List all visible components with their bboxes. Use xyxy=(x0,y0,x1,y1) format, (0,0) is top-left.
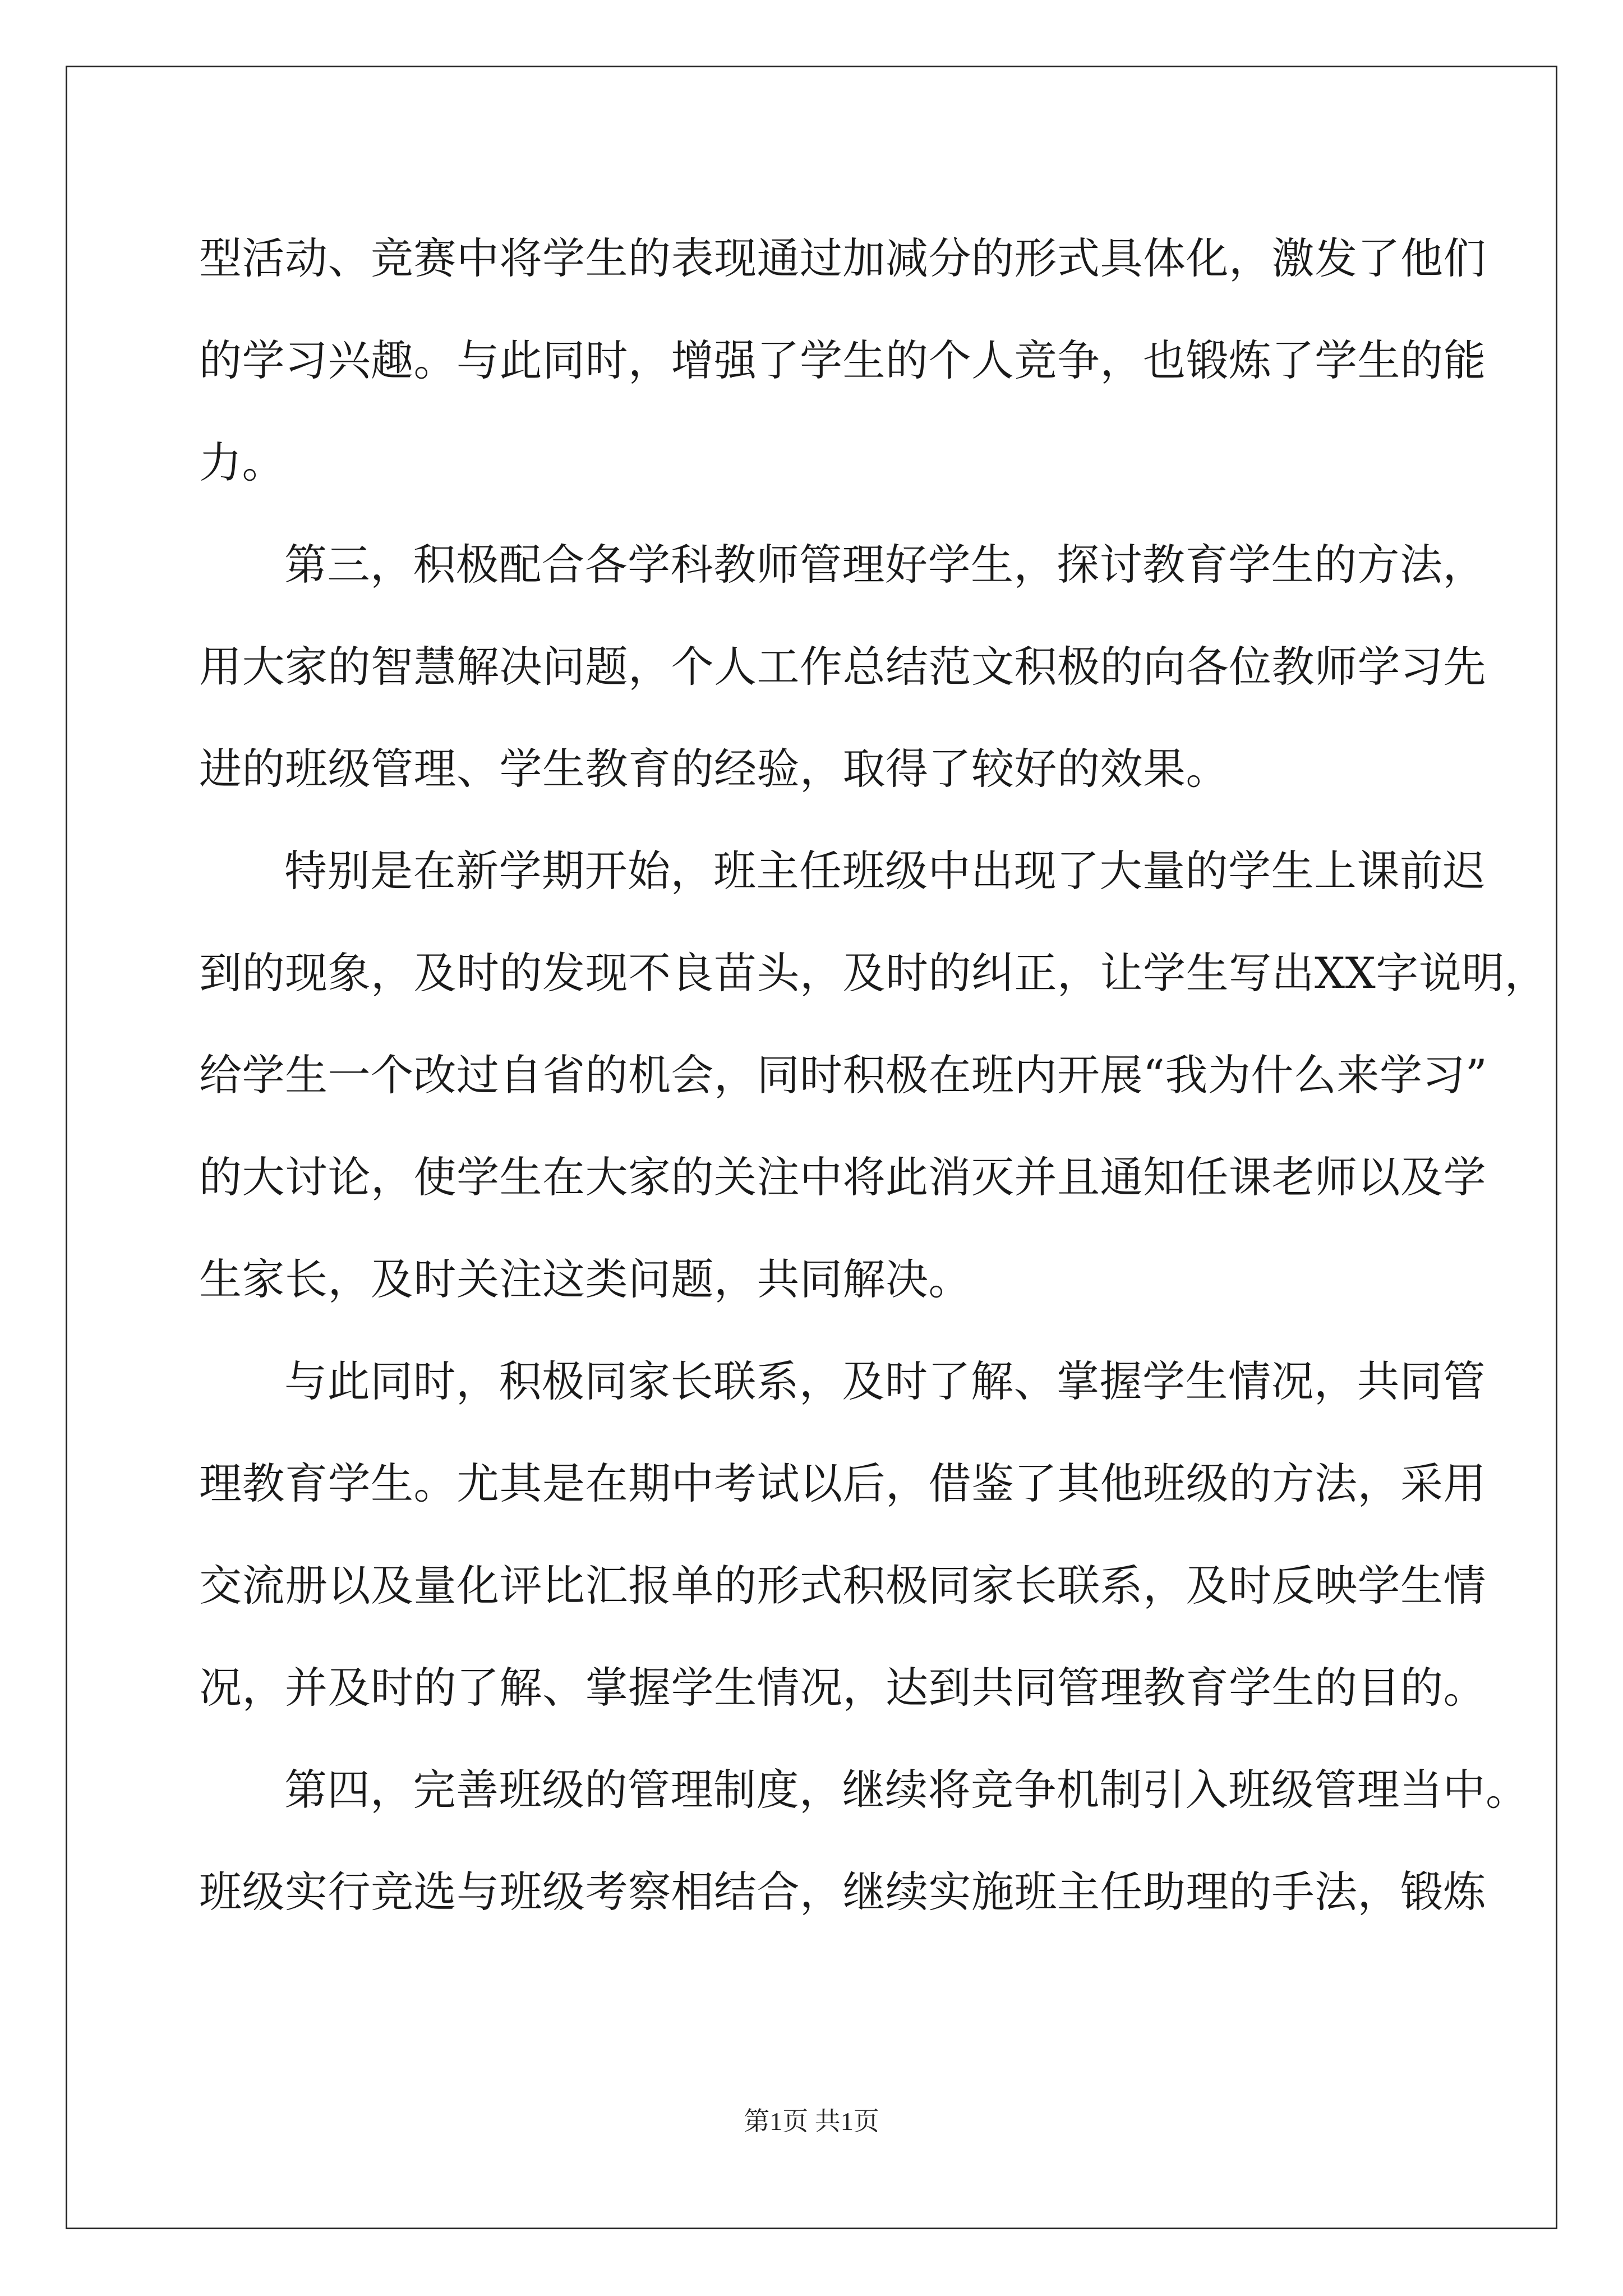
paragraph-start-line: 与此同时，积极同家长联系，及时了解、掌握学生情况，共同管 xyxy=(284,1356,1486,1406)
text-line: 用大家的智慧解决问题，个人工作总结范文积极的向各位教师学习先 xyxy=(199,642,1486,692)
text-line: 况，并及时的了解、掌握学生情况，达到共同管理教育学生的目的。 xyxy=(199,1663,1486,1713)
paragraph-start-line: 第四，完善班级的管理制度，继续将竞争机制引入班级管理当中。 xyxy=(284,1765,1529,1815)
text-line: 到的现象，及时的发现不良苗头，及时的纠正，让学生写出XX字说明， xyxy=(199,948,1548,998)
paragraph-start-line: 特别是在新学期开始，班主任班级中出现了大量的学生上课前迟 xyxy=(284,846,1486,896)
text-line: 型活动、竞赛中将学生的表现通过加减分的形式具体化，激发了他们 xyxy=(199,233,1486,283)
text-line: 生家长，及时关注这类问题，共同解决。 xyxy=(199,1254,971,1304)
paragraph-start-line: 第三，积极配合各学科教师管理好学生，探讨教育学生的方法， xyxy=(284,540,1486,590)
text-line: 理教育学生。尤其是在期中考试以后，借鉴了其他班级的方法，采用 xyxy=(199,1458,1486,1508)
text-line: 的学习兴趣。与此同时，增强了学生的个人竞争，也锻炼了学生的能 xyxy=(199,335,1486,385)
text-line: 力。 xyxy=(199,438,285,487)
text-line: 班级实行竞选与班级考察相结合，继续实施班主任助理的手法，锻炼 xyxy=(199,1867,1486,1917)
document-body xyxy=(199,208,1548,1943)
page-footer: 第1页 共1页 xyxy=(744,2107,879,2136)
text-line: 的大讨论，使学生在大家的关注中将此消灭并且通知任课老师以及学 xyxy=(199,1152,1486,1202)
text-line: 进的班级管理、学生教育的经验，取得了较好的效果。 xyxy=(199,744,1229,794)
text-line: 给学生一个改过自省的机会，同时积极在班内开展“我为什么来学习” xyxy=(199,1050,1488,1100)
text-line: 交流册以及量化评比汇报单的形式积极同家长联系，及时反映学生情 xyxy=(199,1561,1486,1611)
